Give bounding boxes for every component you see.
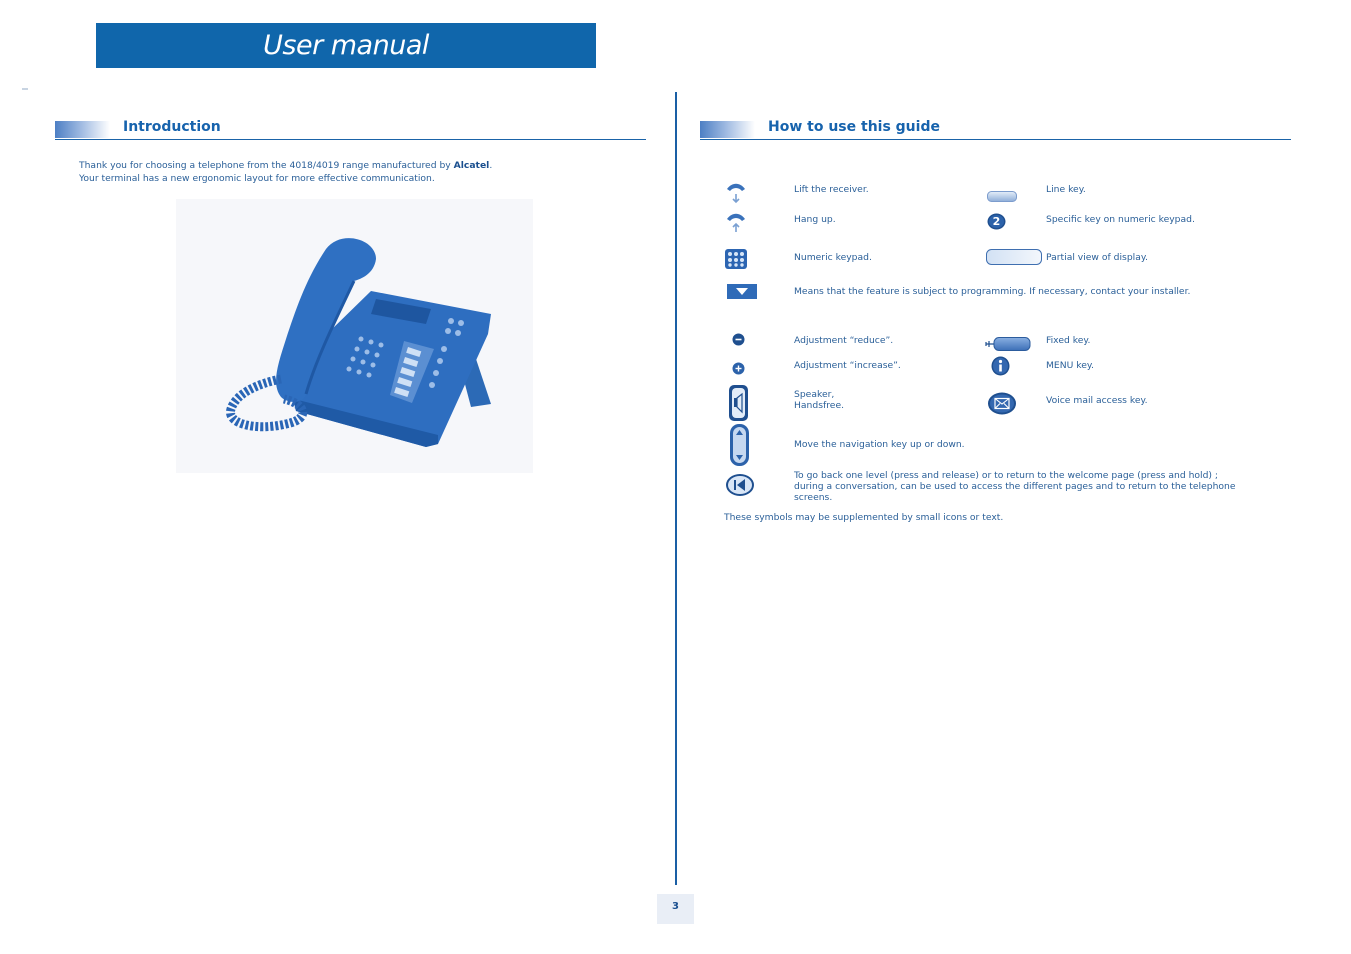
voicemail-label: Voice mail access key.: [1046, 395, 1148, 406]
specific-key-digit: 2: [992, 215, 1001, 228]
hang-up-label: Hang up.: [794, 214, 836, 225]
hang-up-icon: [724, 210, 748, 238]
specific-key-label: Specific key on numeric keypad.: [1046, 214, 1195, 225]
partial-display-label: Partial view of display.: [1046, 252, 1148, 263]
guide-header: [700, 121, 1291, 140]
fixed-key-label: Fixed key.: [1046, 335, 1091, 346]
specific-key-icon: [987, 213, 1006, 230]
intro-line-1: Thank you for choosing a telephone from the 4018/4019 range manufactured by Alcatel.: [79, 160, 493, 171]
manual-title: User manual: [263, 30, 429, 61]
introduction-title: Introduction: [123, 119, 221, 135]
speaker-label-line-1: Speaker,: [794, 389, 835, 400]
back-label: [794, 470, 1236, 503]
back-label-line-2: during a conversation, can be used to access the different pages and to return to the telephone: [794, 481, 1236, 492]
back-label-line-3: screens.: [794, 492, 833, 503]
reduce-label: Adjustment “reduce”.: [794, 335, 894, 346]
intro-line-2: Your terminal has a new ergonomic layout for more effective communication.: [79, 173, 435, 184]
speaker-label-line-2: Handsfree.: [794, 400, 845, 411]
increase-icon: [732, 360, 745, 379]
page-mark: [22, 88, 28, 90]
header-gradient: [700, 121, 755, 138]
programming-label: Means that the feature is subject to programming. If necessary, contact your installer.: [794, 286, 1191, 297]
telephone-illustration: [176, 199, 533, 473]
page-number: 3: [657, 894, 694, 924]
manual-title-banner: [96, 23, 596, 68]
lift-receiver-label: Lift the receiver.: [794, 184, 869, 195]
numeric-keypad-icon: [725, 249, 747, 273]
line-key-label: Line key.: [1046, 184, 1086, 195]
back-label-line-1: To go back one level (press and release) or to return to the welcome page (press and hold) ;: [794, 470, 1219, 481]
navigation-label: Move the navigation key up or down.: [794, 439, 965, 450]
fixed-key-icon: [985, 336, 1031, 355]
introduction-text: [79, 159, 492, 185]
numeric-keypad-label: Numeric keypad.: [794, 252, 872, 263]
lift-receiver-icon: [724, 180, 748, 208]
speaker-icon: [729, 385, 748, 425]
voicemail-envelope-icon: [987, 392, 1017, 419]
symbols-footnote: These symbols may be supplemented by small icons or text.: [724, 512, 1004, 523]
partial-display-icon: [986, 249, 1042, 269]
guide-title: How to use this guide: [768, 119, 940, 135]
increase-label: Adjustment “increase”.: [794, 360, 901, 371]
back-icon: [725, 473, 755, 501]
navigation-up-down-icon: [730, 424, 749, 470]
reduce-icon: [732, 331, 745, 350]
brand-name: Alcatel: [453, 160, 490, 171]
menu-key-label: MENU key.: [1046, 360, 1094, 371]
header-gradient: [55, 121, 110, 138]
introduction-header: [55, 121, 646, 140]
line-key-icon: [987, 187, 1017, 206]
telephone-icon: [176, 199, 533, 473]
column-divider: [675, 92, 677, 885]
programming-triangle-icon: [727, 284, 757, 303]
speaker-label: [794, 389, 844, 411]
menu-info-icon: [991, 356, 1010, 380]
